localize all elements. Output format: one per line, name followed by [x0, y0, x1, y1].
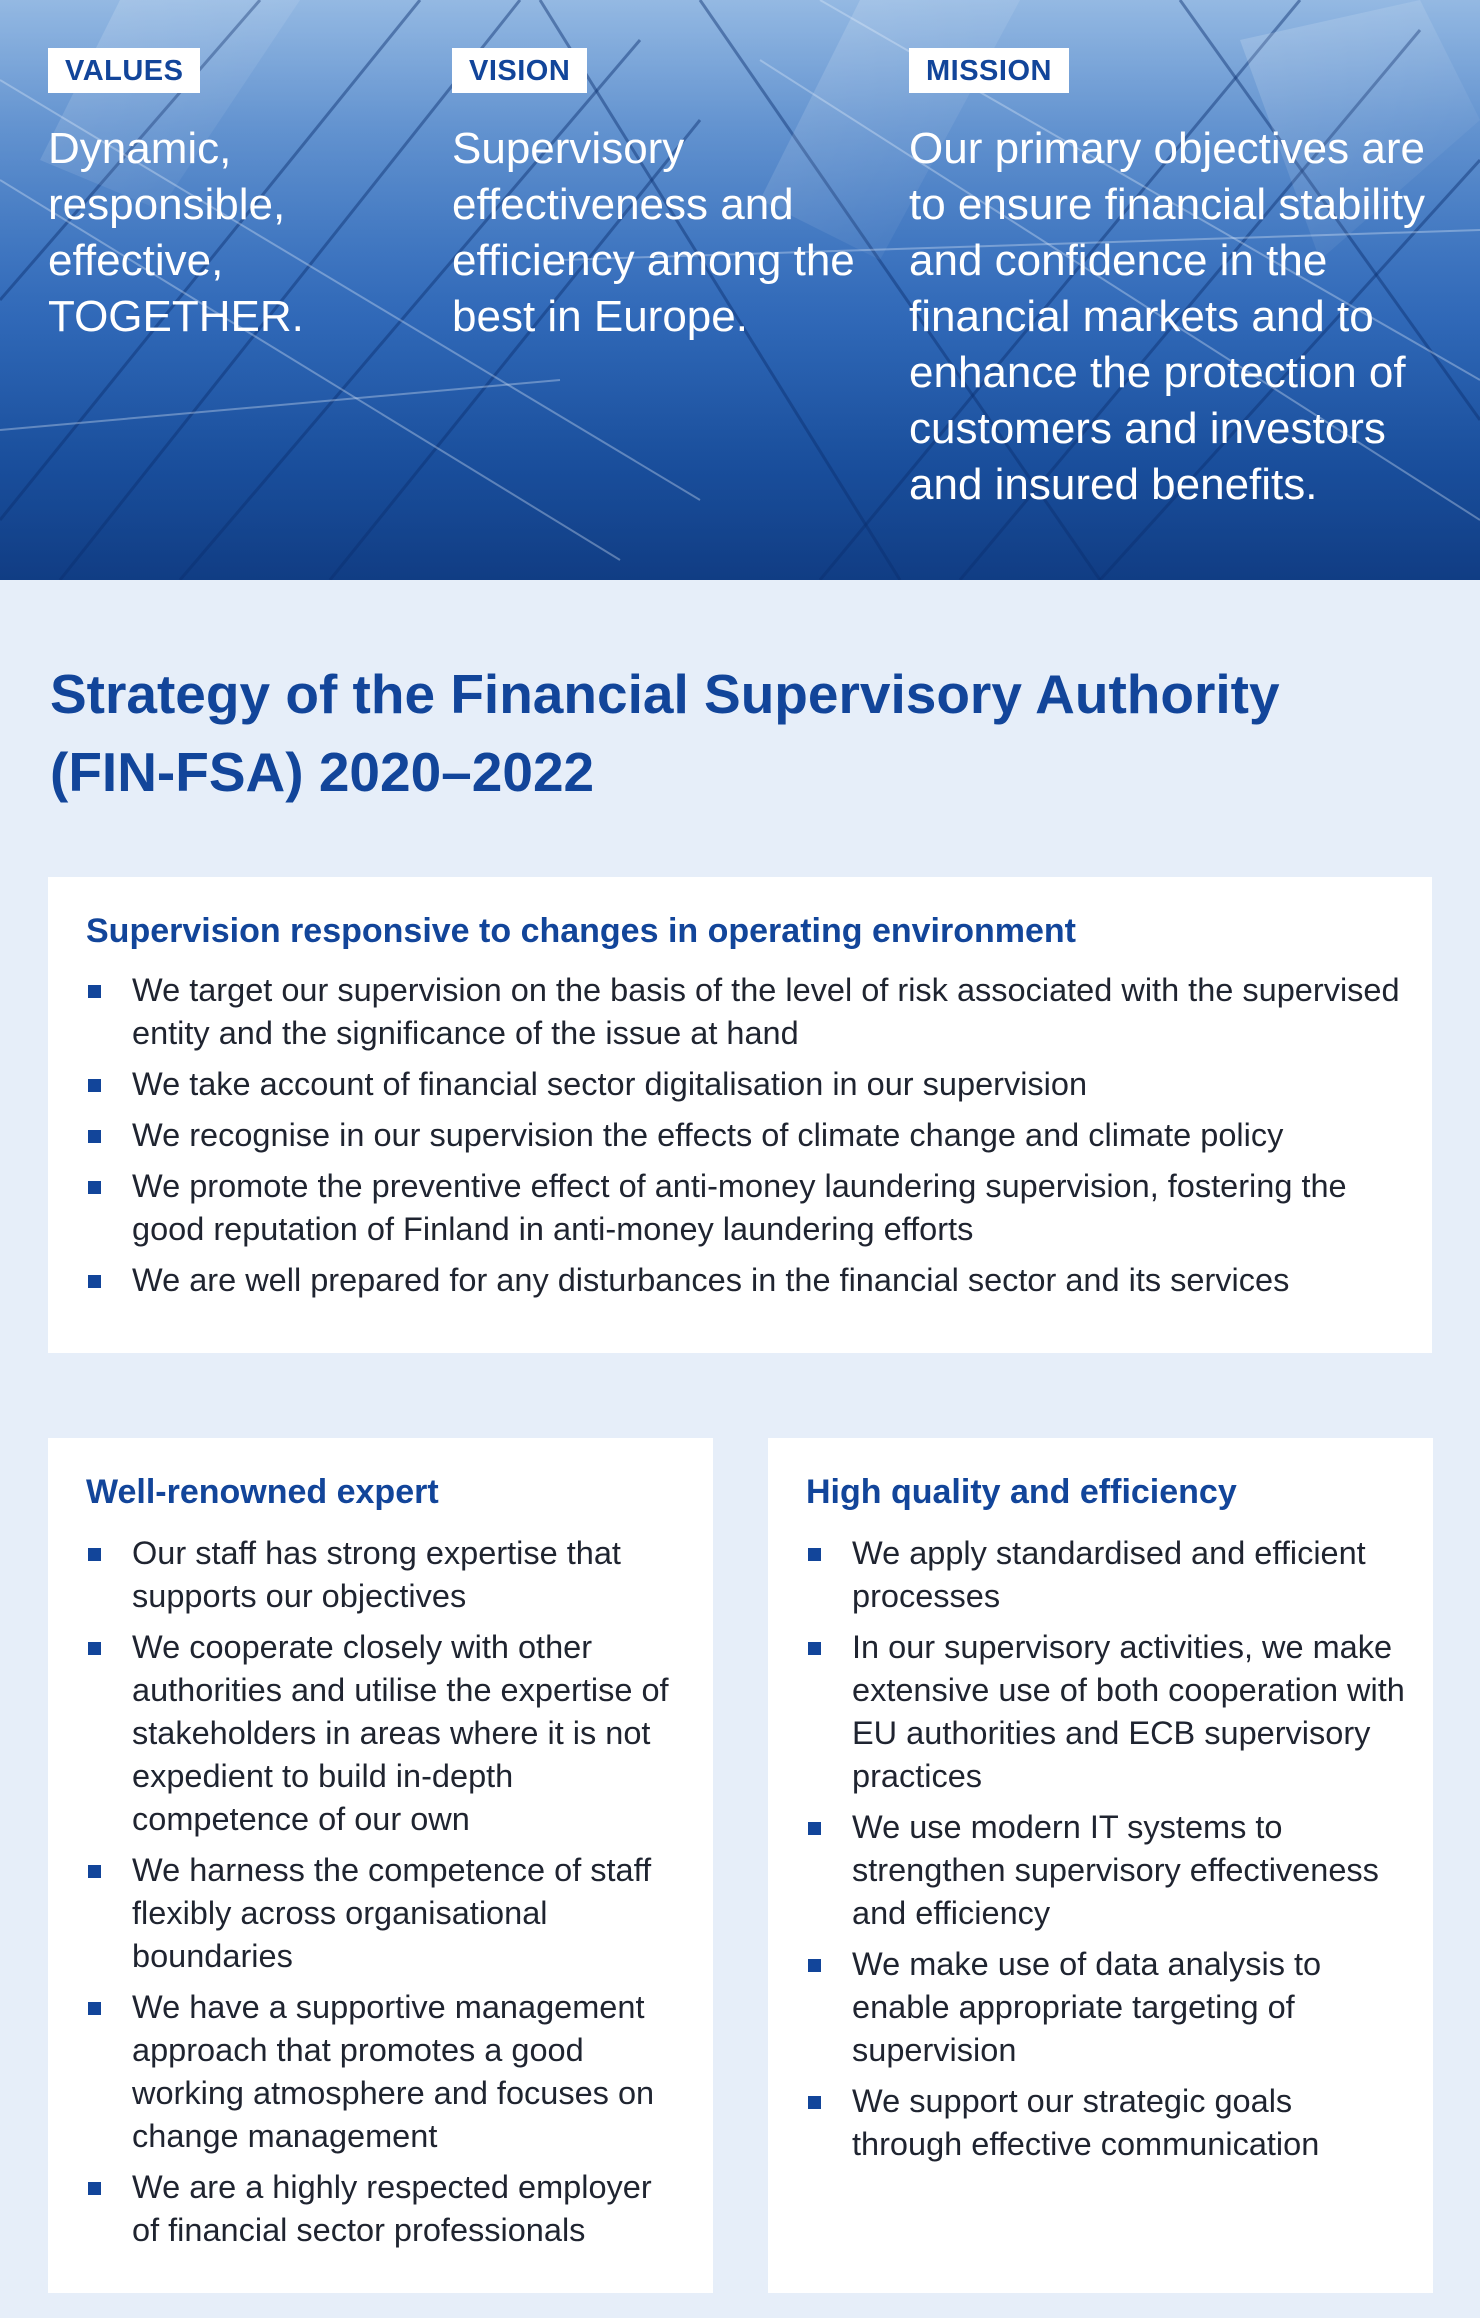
list-item-text: We are a highly respected employer of financial sector professionals [132, 2169, 652, 2248]
list-item [86, 1849, 686, 1978]
list-item-text: We apply standardised and efficient processes [852, 1535, 1366, 1614]
list-item [86, 1986, 686, 2158]
bullet-square-icon [88, 1548, 101, 1561]
card-operating-environment [48, 877, 1432, 1353]
values-text: Dynamic, responsible, effective, TOGETHER. [48, 124, 304, 341]
bullet-list [86, 1532, 686, 2260]
list-item [806, 1532, 1406, 1618]
list-item [806, 2080, 1406, 2166]
list-item-text: We take account of financial sector digitalisation in our supervision [132, 1066, 1088, 1102]
bullet-square-icon [88, 2002, 101, 2015]
bullet-square-icon [808, 1642, 821, 1655]
card-heading: High quality and efficiency [806, 1473, 1237, 1511]
bullet-square-icon [88, 1275, 101, 1288]
values-column [48, 48, 428, 345]
list-item-text: We promote the preventive effect of anti-money laundering supervision, fostering the good reputation of Finland in anti-money laundering efforts [132, 1168, 1347, 1247]
bullet-square-icon [88, 1642, 101, 1655]
list-item [86, 969, 1406, 1055]
mission-text: Our primary objectives are to ensure financial stability and confidence in the financial markets and to enhance the protection of customers and investors and insured benefits. [909, 124, 1426, 509]
bullet-square-icon [808, 2096, 821, 2109]
list-item [86, 1063, 1406, 1106]
values-tag: VALUES [48, 48, 200, 93]
bullet-square-icon [808, 1959, 821, 1972]
bullet-square-icon [808, 1548, 821, 1561]
list-item-text: We are well prepared for any disturbances in the financial sector and its services [132, 1262, 1290, 1298]
list-item-text: We target our supervision on the basis of the level of risk associated with the supervised entity and the significance of the issue at hand [132, 972, 1400, 1051]
list-item-text: We cooperate closely with other authorities and utilise the expertise of stakeholders in areas where it is not expedient to build in-depth competence of our own [132, 1629, 669, 1837]
list-item [806, 1626, 1406, 1798]
bullet-square-icon [808, 1822, 821, 1835]
bullet-square-icon [88, 1181, 101, 1194]
bullet-square-icon [88, 1079, 101, 1092]
list-item-text: We harness the competence of staff flexibly across organisational boundaries [132, 1852, 652, 1974]
list-item [86, 2166, 686, 2252]
vision-tag: VISION [452, 48, 587, 93]
mission-column [909, 48, 1449, 513]
bullet-list [86, 969, 1406, 1310]
card-heading: Well-renowned expert [86, 1473, 439, 1511]
list-item [86, 1626, 686, 1841]
list-item [86, 1165, 1406, 1251]
list-item-text: We make use of data analysis to enable appropriate targeting of supervision [852, 1946, 1322, 2068]
list-item [86, 1114, 1406, 1157]
bullet-square-icon [88, 1130, 101, 1143]
card-heading: Supervision responsive to changes in operating environment [86, 912, 1076, 950]
list-item-text: We support our strategic goals through effective communication [852, 2083, 1320, 2162]
list-item [806, 1943, 1406, 2072]
vision-column [452, 48, 872, 345]
card-high-quality-efficiency [768, 1438, 1433, 2293]
hero-banner [0, 0, 1480, 580]
list-item [86, 1259, 1406, 1302]
list-item-text: We recognise in our supervision the effects of climate change and climate policy [132, 1117, 1284, 1153]
list-item-text: In our supervisory activities, we make extensive use of both cooperation with EU authorities and ECB supervisory practices [852, 1629, 1405, 1794]
bullet-square-icon [88, 985, 101, 998]
bullet-list [806, 1532, 1406, 2174]
card-well-renowned-expert [48, 1438, 713, 2293]
list-item-text: Our staff has strong expertise that supports our objectives [132, 1535, 621, 1614]
mission-tag: MISSION [909, 48, 1069, 93]
vision-text: Supervisory effectiveness and efficiency among the best in Europe. [452, 124, 855, 341]
list-item-text: We use modern IT systems to strengthen supervisory effectiveness and efficiency [852, 1809, 1379, 1931]
bullet-square-icon [88, 2182, 101, 2195]
list-item [86, 1532, 686, 1618]
list-item [806, 1806, 1406, 1935]
list-item-text: We have a supportive management approach that promotes a good working atmosphere and focuses on change management [132, 1989, 655, 2154]
page-title: Strategy of the Financial Supervisory Authority (FIN-FSA) 2020–2022 [50, 663, 1280, 803]
bullet-square-icon [88, 1865, 101, 1878]
